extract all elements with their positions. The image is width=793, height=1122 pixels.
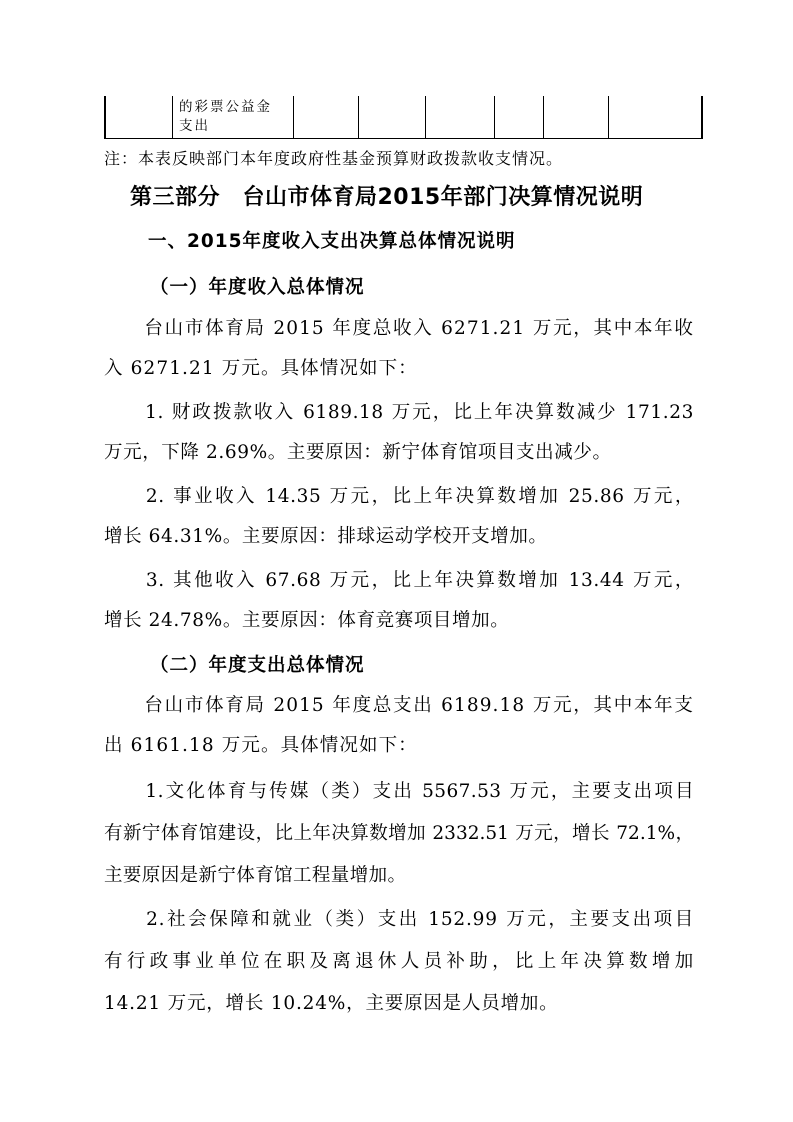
table-cell	[294, 96, 359, 139]
table-cell	[609, 96, 703, 139]
table-cell	[359, 96, 426, 139]
paragraph-line: 主要原因是新宁体育馆工程量增加。	[104, 865, 407, 886]
table-cell	[173, 96, 294, 139]
table-note: 注：本表反映部门本年度政府性基金预算财政拨款收支情况。	[104, 149, 564, 168]
paragraph-line: 有新宁体育馆建设，比上年决算数增加 2332.51 万元，增长 72.1%，	[104, 823, 694, 844]
paragraph-line: 有行政事业单位在职及离退休人员补助，比上年决算数增加	[104, 951, 694, 972]
table-row	[105, 96, 702, 139]
paragraph-line: 增长 24.78%。主要原因：体育竞赛项目增加。	[104, 610, 510, 631]
table-fragment	[104, 96, 703, 139]
paragraph-line: 3. 其他收入 67.68 万元，比上年决算数增加 13.44 万元，	[104, 570, 694, 591]
paragraph-line: 1.文化体育与传媒（类）支出 5567.53 万元，主要支出项目	[104, 781, 694, 802]
subsection-heading-expense: （二）年度支出总体情况	[150, 655, 365, 676]
subsection-heading-income: （一）年度收入总体情况	[150, 277, 365, 298]
paragraph-line: 万元，下降 2.69%。主要原因：新宁体育馆项目支出减少。	[104, 442, 612, 463]
paragraph-line: 台山市体育局 2015 年度总收入 6271.21 万元，其中本年收	[104, 318, 694, 339]
paragraph-line: 1. 财政拨款收入 6189.18 万元，比上年决算数减少 171.23	[104, 402, 694, 423]
table-row-label: 的彩票公益金 支出	[179, 99, 272, 134]
table-cell	[426, 96, 495, 139]
paragraph-line: 14.21 万元，增长 10.24%，主要原因是人员增加。	[104, 993, 559, 1014]
section-heading: 一、2015年度收入支出决算总体情况说明	[148, 231, 516, 252]
paragraph-line: 2. 事业收入 14.35 万元，比上年决算数增加 25.86 万元，	[104, 486, 694, 507]
paragraph-line: 2.社会保障和就业（类）支出 152.99 万元，主要支出项目	[104, 909, 694, 930]
table-cell	[544, 96, 609, 139]
paragraph-line: 增长 64.31%。主要原因：排球运动学校开支增加。	[104, 526, 548, 547]
table-cell	[495, 96, 544, 139]
paragraph-line: 台山市体育局 2015 年度总支出 6189.18 万元，其中本年支	[104, 695, 694, 716]
paragraph-line: 出 6161.18 万元。具体情况如下：	[104, 735, 418, 756]
paragraph-line: 入 6271.21 万元。具体情况如下：	[104, 358, 418, 379]
part-title: 第三部分 台山市体育局2015年部门决算情况说明	[130, 185, 644, 210]
table-cell	[105, 96, 173, 139]
